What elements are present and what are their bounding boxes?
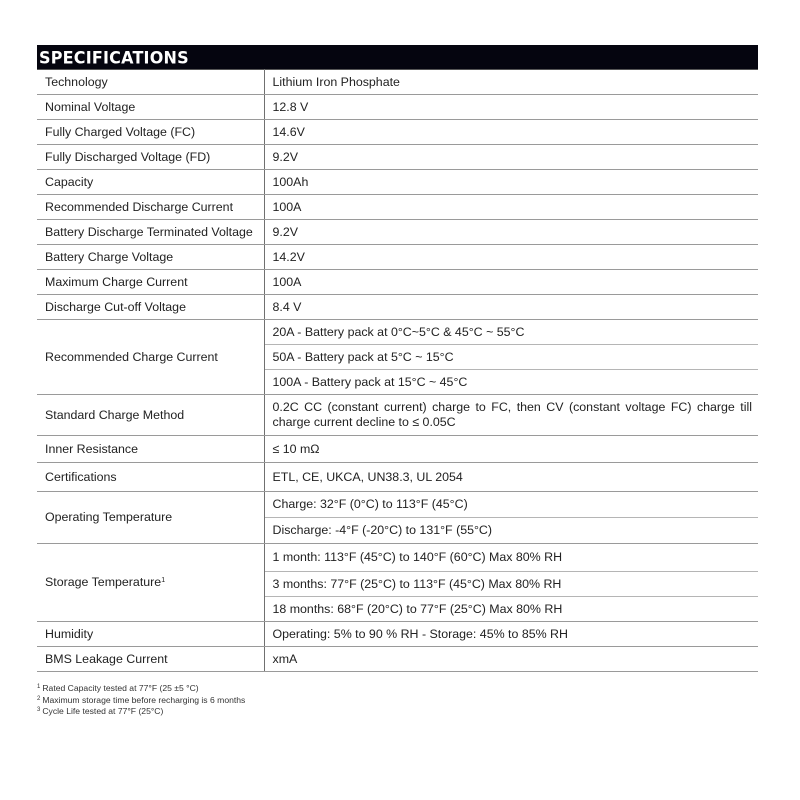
footnote-2 [37, 695, 245, 707]
footnote-marker: 3 [37, 707, 41, 713]
spec-label-text: Storage Temperature [45, 575, 162, 589]
spec-label: Technology [37, 70, 264, 95]
spec-row-inner-resistance [37, 436, 758, 463]
spec-label: Humidity [37, 622, 264, 647]
spec-value: xmA [264, 647, 758, 672]
spec-value: 3 months: 77°F (25°C) to 113°F (45°C) Max 80% RH [264, 572, 758, 597]
spec-value: 8.4 V [264, 295, 758, 320]
spec-label: Battery Discharge Terminated Voltage [37, 220, 264, 245]
footnote-marker: 1 [161, 577, 166, 584]
spec-value: Operating: 5% to 90 % RH - Storage: 45% to 85% RH [264, 622, 758, 647]
spec-row-recommended-charge-current [37, 320, 758, 345]
spec-row-fully-discharged-voltage [37, 145, 758, 170]
footnote-1 [37, 683, 245, 695]
spec-row-recommended-discharge-current [37, 195, 758, 220]
footnote-3 [37, 706, 245, 718]
specifications-header [37, 45, 758, 69]
spec-label: Inner Resistance [37, 436, 264, 463]
spec-label: Fully Discharged Voltage (FD) [37, 145, 264, 170]
spec-label: Battery Charge Voltage [37, 245, 264, 270]
spec-label [37, 544, 264, 622]
spec-label: Nominal Voltage [37, 95, 264, 120]
spec-value: 14.6V [264, 120, 758, 145]
spec-label: Discharge Cut-off Voltage [37, 295, 264, 320]
spec-value: Discharge: -4°F (-20°C) to 131°F (55°C) [264, 518, 758, 544]
spec-value: 50A - Battery pack at 5°C ~ 15°C [264, 345, 758, 370]
footnote-marker: 2 [37, 695, 41, 702]
spec-value: Charge: 32°F (0°C) to 113°F (45°C) [264, 492, 758, 518]
spec-row-discharge-cutoff-voltage [37, 295, 758, 320]
spec-label: Recommended Charge Current [37, 320, 264, 395]
footnotes [37, 683, 245, 718]
specifications-table [37, 69, 758, 672]
spec-value: 100A [264, 195, 758, 220]
spec-row-humidity [37, 622, 758, 647]
spec-value: 9.2V [264, 220, 758, 245]
spec-label: Certifications [37, 463, 264, 492]
spec-value: 100Ah [264, 170, 758, 195]
footnote-marker: 1 [37, 684, 41, 690]
footnote-text: Cycle Life tested at 77°F (25°C) [42, 706, 164, 716]
spec-row-fully-charged-voltage [37, 120, 758, 145]
spec-value: 0.2C CC (constant current) charge to FC, then CV (constant voltage FC) charge till charge current decline to ≤ 0.05C [264, 395, 758, 436]
spec-value: 12.8 V [264, 95, 758, 120]
specifications-sheet [37, 45, 758, 672]
spec-row-capacity [37, 170, 758, 195]
footnote-text: Rated Capacity tested at 77°F (25 ±5 °C) [42, 683, 199, 693]
spec-value: 1 month: 113°F (45°C) to 140°F (60°C) Max 80% RH [264, 544, 758, 572]
spec-value: 100A - Battery pack at 15°C ~ 45°C [264, 370, 758, 395]
spec-row-certifications [37, 463, 758, 492]
spec-label: BMS Leakage Current [37, 647, 264, 672]
spec-label: Fully Charged Voltage (FC) [37, 120, 264, 145]
spec-row-discharge-terminated-voltage [37, 220, 758, 245]
spec-value: 20A - Battery pack at 0°C~5°C & 45°C ~ 55°C [264, 320, 758, 345]
spec-row-bms-leakage-current [37, 647, 758, 672]
spec-label: Recommended Discharge Current [37, 195, 264, 220]
spec-value: 14.2V [264, 245, 758, 270]
spec-value: ETL, CE, UKCA, UN38.3, UL 2054 [264, 463, 758, 492]
spec-row-operating-temperature [37, 492, 758, 518]
spec-label: Maximum Charge Current [37, 270, 264, 295]
spec-row-storage-temperature [37, 544, 758, 572]
spec-value: 100A [264, 270, 758, 295]
spec-label: Capacity [37, 170, 264, 195]
spec-row-nominal-voltage [37, 95, 758, 120]
spec-row-technology [37, 70, 758, 95]
spec-label: Operating Temperature [37, 492, 264, 544]
spec-value: 9.2V [264, 145, 758, 170]
footnote-text: Maximum storage time before recharging is 6 months [42, 694, 246, 705]
spec-label: Standard Charge Method [37, 395, 264, 436]
spec-row-battery-charge-voltage [37, 245, 758, 270]
spec-value: 18 months: 68°F (20°C) to 77°F (25°C) Max 80% RH [264, 597, 758, 622]
spec-row-standard-charge-method [37, 395, 758, 436]
spec-value: Lithium Iron Phosphate [264, 70, 758, 95]
spec-row-maximum-charge-current [37, 270, 758, 295]
spec-value: ≤ 10 mΩ [264, 436, 758, 463]
specifications-title: SPECIFICATIONS [39, 47, 189, 68]
